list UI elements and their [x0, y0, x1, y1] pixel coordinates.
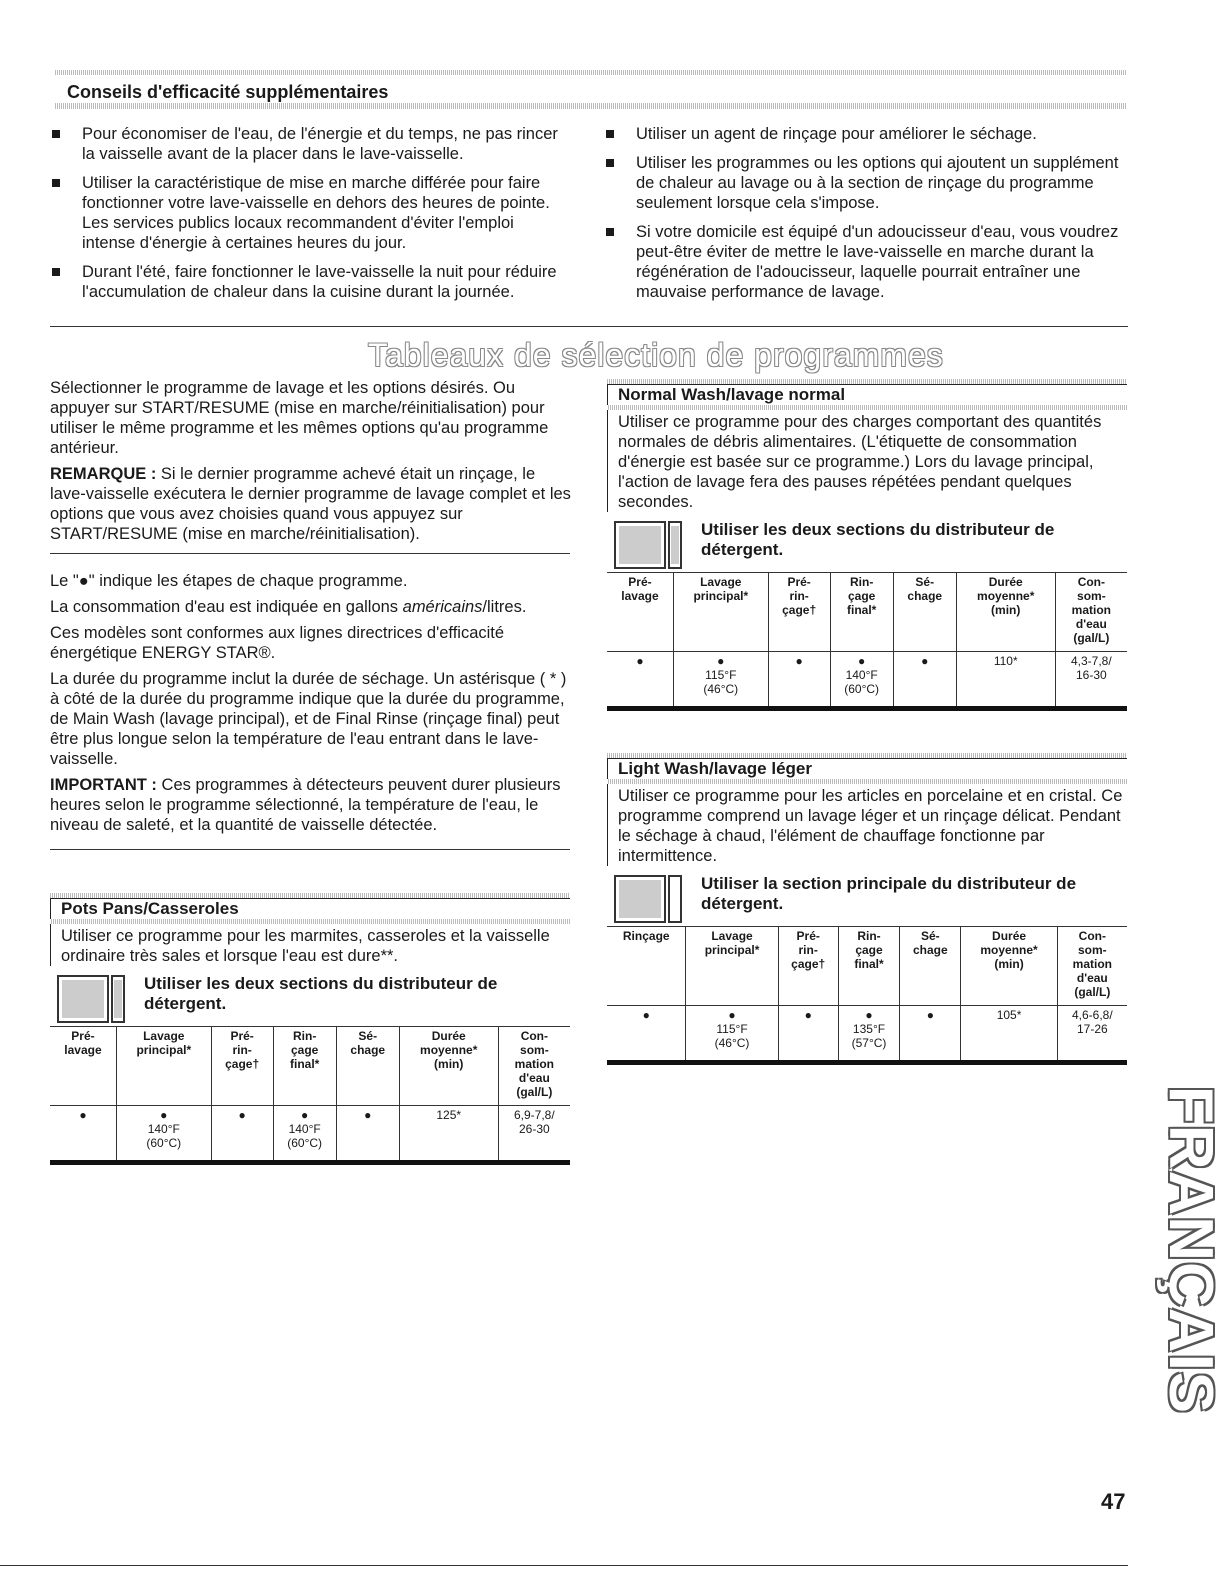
table-header: Sé- chage [336, 1027, 399, 1106]
table-cell: ● [211, 1106, 273, 1161]
remarque-text: Si le dernier programme achevé était un rinçage, le lave-vaisselle exécutera le dernier programme de lavage complet et les options que vous avez choisies quand vous appuyez sur START/RESUME (mise en marche/réinitialisation). [50, 465, 571, 543]
cycle-table [607, 572, 1127, 706]
detergent-note [56, 974, 570, 1020]
tip-item: Durant l'été, faire fonctionner le lave-vaisselle la nuit pour réduire l'accumulation de chaleur dans la cuisine durant la journée. [50, 262, 560, 302]
tip-item: Si votre domicile est équipé d'un adoucisseur d'eau, vous voudrez peut-être éviter de mettre le lave-vaisselle en marche durant la régénération de l'adoucisseur, laquelle pourrait entraîner une mauvaise performance de lavage. [604, 222, 1126, 302]
detergent-instruction: Utiliser les deux sections du distributeur de détergent. [144, 974, 498, 1013]
footer-rule [0, 1565, 1128, 1566]
table-header: Pré- rin- çage† [768, 573, 830, 652]
table-cell: ● 140°F (60°C) [273, 1106, 336, 1161]
cycle-normal-box [607, 379, 1127, 711]
energy-note: Ces modèles sont conformes aux lignes directrices d'efficacité énergétique ENERGY STAR®. [50, 624, 505, 662]
table-bottom-rule [607, 706, 1127, 711]
intro-divider [50, 553, 570, 554]
water-note [50, 597, 572, 617]
table-cell: ● [607, 1006, 686, 1061]
table-header: Lavage principal* [116, 1027, 211, 1106]
table-header: Durée moyenne* (min) [399, 1027, 498, 1106]
table-cell: ● 115°F (46°C) [673, 652, 768, 707]
detergent-instruction: Utiliser les deux sections du distributeur de détergent. [701, 520, 1055, 559]
intro-column [50, 378, 572, 550]
table-cell: ● [900, 1006, 961, 1061]
tips-right-list [604, 124, 1126, 311]
cycle-description: Utiliser ce programme pour les marmites, casseroles et la vaisselle ordinaire très sales et lorsque l'eau est dure**. [50, 924, 570, 966]
table-header: Lavage principal* [673, 573, 768, 652]
table-header: Durée moyenne* (min) [961, 927, 1057, 1006]
cycle-title: Pots Pans/Casseroles [50, 898, 570, 919]
table-cell: ● 115°F (46°C) [686, 1006, 778, 1061]
table-header: Rinçage [607, 927, 686, 1006]
table-header: Pré- rin- çage† [778, 927, 838, 1006]
page-number: 47 [1101, 1489, 1126, 1514]
water-note-a: La consommation d'eau est indiquée en gallons [50, 598, 403, 616]
table-header: Sé- chage [893, 573, 956, 652]
section-title: Conseils d'efficacité supplémentaires [67, 82, 389, 102]
table-header: Con- som- mation d'eau (gal/L) [1057, 927, 1127, 1006]
table-header: Rin- çage final* [838, 927, 899, 1006]
table-cell: ● [778, 1006, 838, 1061]
top-rule [55, 70, 1127, 75]
table-cell: 110* [956, 652, 1055, 707]
table-cell: ● [336, 1106, 399, 1161]
table-cell: 105* [961, 1006, 1057, 1061]
language-side-label: FRANÇAIS [1156, 1085, 1225, 1415]
detergent-note [613, 520, 1127, 566]
table-bottom-rule [50, 1160, 570, 1165]
water-note-em: américains [402, 598, 483, 616]
cycle-title: Normal Wash/lavage normal [607, 384, 1127, 405]
table-header: Pré- lavage [607, 573, 673, 652]
dispenser-both-icon [613, 520, 683, 566]
tip-item: Pour économiser de l'eau, de l'énergie et du temps, ne pas rincer la vaisselle avant de la placer dans le lave-vaisselle. [50, 124, 560, 164]
remarque-label: REMARQUE : [50, 465, 157, 483]
cycle-pots-box [50, 893, 570, 1165]
cycle-table [50, 1026, 570, 1160]
table-cell: 4,6-6,8/ 17-26 [1057, 1006, 1127, 1061]
table-cell: ● [768, 652, 830, 707]
cycle-title: Light Wash/lavage léger [607, 758, 1127, 779]
table-header-row [607, 573, 1127, 652]
table-row [607, 652, 1127, 707]
notes-column [50, 571, 572, 841]
table-header: Con- som- mation d'eau (gal/L) [1055, 573, 1127, 652]
table-header-row [50, 1027, 570, 1106]
remarque-paragraph [50, 464, 572, 544]
dispenser-main-icon [613, 874, 683, 920]
table-cell: ● [893, 652, 956, 707]
table-cell: ● [50, 1106, 116, 1161]
dot-note: Le "●" indique les étapes de chaque programme. [50, 572, 408, 590]
cycle-table [607, 926, 1127, 1060]
table-cell: ● [607, 652, 673, 707]
detergent-note [613, 874, 1127, 920]
table-header: Pré- lavage [50, 1027, 116, 1106]
table-header: Durée moyenne* (min) [956, 573, 1055, 652]
table-row [607, 1006, 1127, 1061]
dispenser-both-icon [56, 974, 126, 1020]
page-title: Tableaux de sélection de programmes [368, 337, 944, 373]
cycle-description: Utiliser ce programme pour des charges comportant des quantités normales de débris alimentaires. (L'étiquette de consommation d'énergie est basée sur ce programme.) Lors du lavage principal, l'action de lavage fera des pauses répétées pendant quelques secondes. [607, 410, 1127, 512]
table-header: Sé- chage [900, 927, 961, 1006]
table-header: Rin- çage final* [273, 1027, 336, 1106]
section-divider [50, 326, 1128, 327]
important-text: Ces programmes à détecteurs peuvent durer plusieurs heures selon le programme sélectionné, la température de l'eau, le niveau de saleté, et la quantité de vaisselle détectée. [50, 776, 561, 834]
intro-paragraph: Sélectionner le programme de lavage et les options désirés. Ou appuyer sur START/RESUME (mise en marche/réinitialisation) pour utiliser le même programme et les mêmes options qu'au programme antérieur. [50, 379, 549, 457]
table-header: Lavage principal* [686, 927, 778, 1006]
table-row [50, 1106, 570, 1161]
title-rule [55, 103, 1127, 109]
important-note [50, 775, 572, 835]
detergent-instruction: Utiliser la section principale du distributeur de détergent. [701, 874, 1077, 913]
table-bottom-rule [607, 1060, 1127, 1065]
important-label: IMPORTANT : [50, 776, 157, 794]
water-note-b: /litres. [482, 598, 527, 616]
cycle-description: Utiliser ce programme pour les articles en porcelaine et en cristal. Ce programme comprend un lavage léger et un rinçage délicat. Pendant le séchage à chaud, l'élément de chauffage fonctionne par intermittence. [607, 784, 1127, 866]
table-cell: ● 140°F (60°C) [116, 1106, 211, 1161]
tips-left-list [50, 124, 560, 311]
tip-item: Utiliser la caractéristique de mise en marche différée pour faire fonctionner votre lave-vaisselle en dehors des heures de pointe. Les services publics locaux recommandent d'éviter l'emploi intense d'énergie à certaines heures du jour. [50, 173, 560, 253]
table-cell: 125* [399, 1106, 498, 1161]
table-header: Rin- çage final* [830, 573, 893, 652]
table-cell: ● 140°F (60°C) [830, 652, 893, 707]
table-cell: 4,3-7,8/ 16-30 [1055, 652, 1127, 707]
table-header: Pré- rin- çage† [211, 1027, 273, 1106]
table-header: Con- som- mation d'eau (gal/L) [498, 1027, 570, 1106]
tip-item: Utiliser un agent de rinçage pour améliorer le séchage. [604, 124, 1126, 144]
tip-item: Utiliser les programmes ou les options qui ajoutent un supplément de chaleur au lavage ou à la section de rinçage du programme seulement lorsque cela s'impose. [604, 153, 1126, 213]
table-header-row [607, 927, 1127, 1006]
table-cell: 6,9-7,8/ 26-30 [498, 1106, 570, 1161]
notes-divider [50, 849, 570, 850]
cycle-light-box [607, 753, 1127, 1065]
duration-note: La durée du programme inclut la durée de séchage. Un astérisque ( * ) à côté de la durée du programme indique que la durée du programme, de Main Wash (lavage principal), et de Final Rinse (rinçage final) peut être plus longue selon la température de l'eau entrant dans le lave-vaisselle. [50, 670, 567, 768]
table-cell: ● 135°F (57°C) [838, 1006, 899, 1061]
